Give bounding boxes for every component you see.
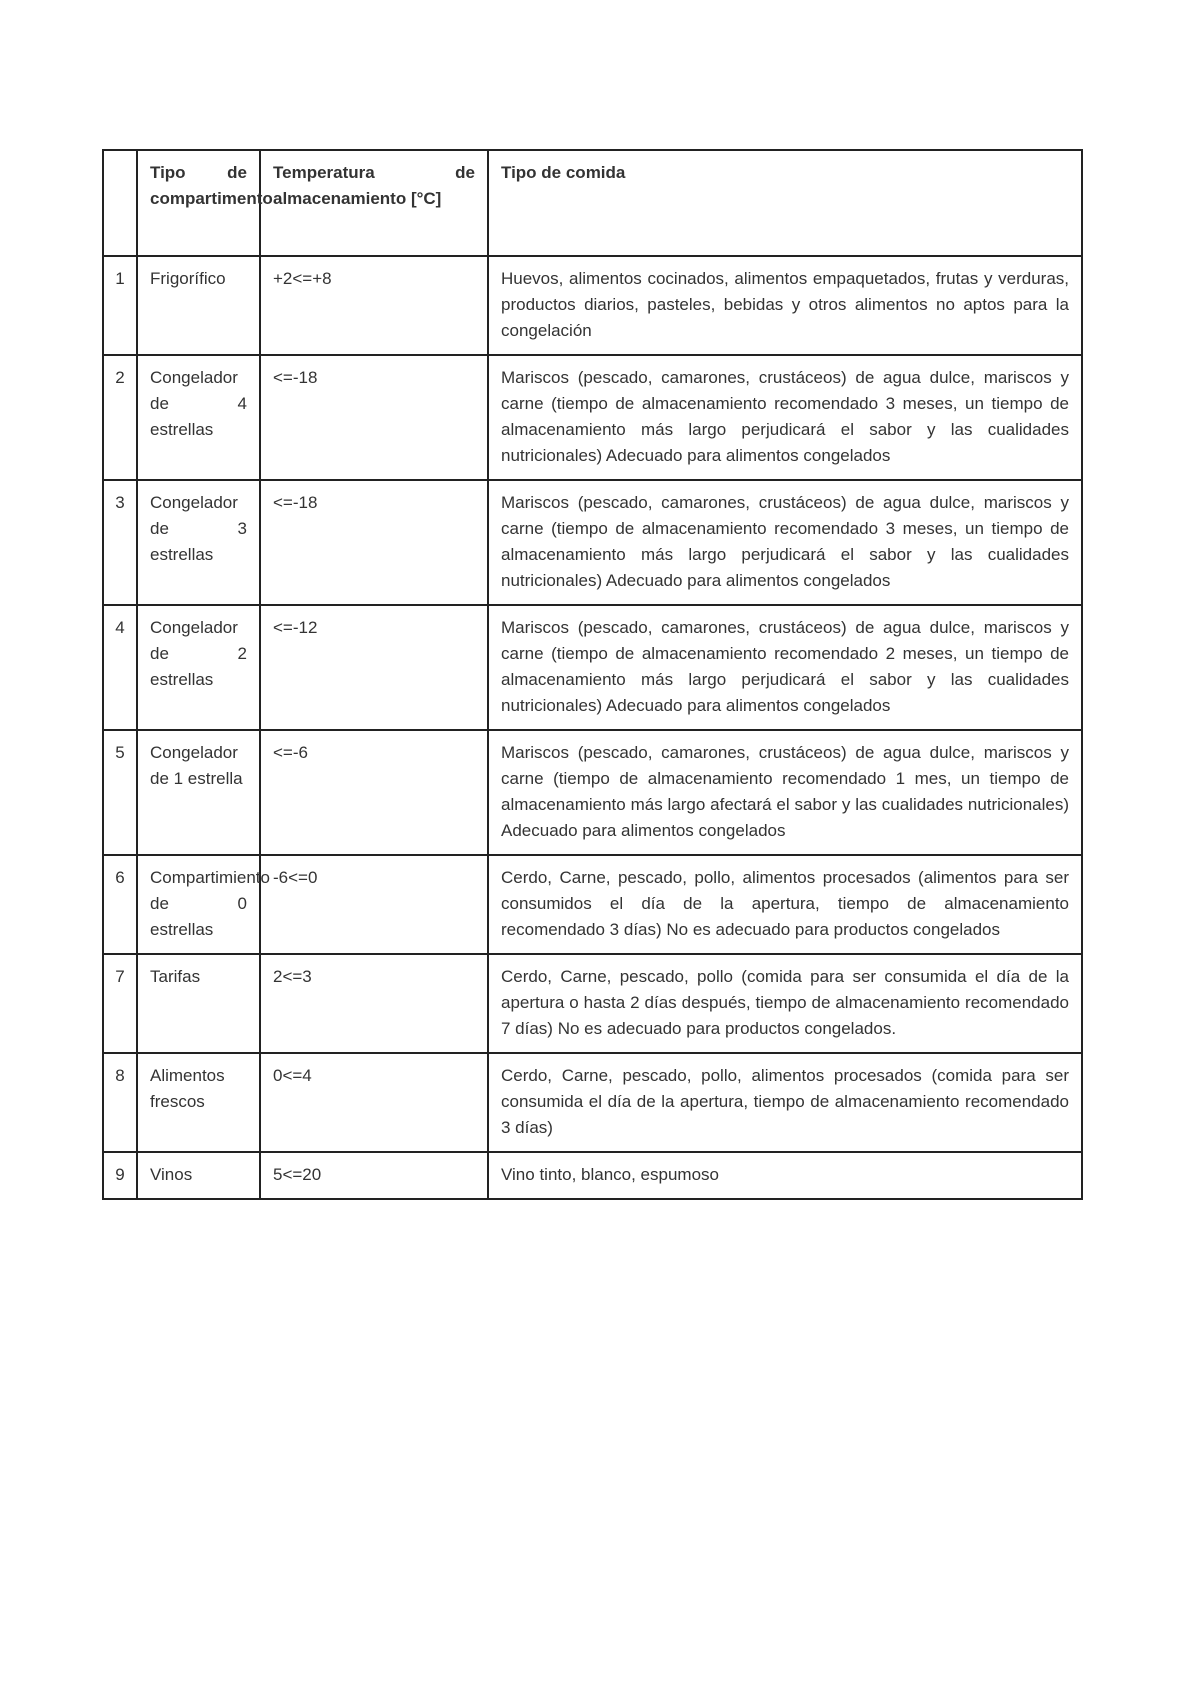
storage-table (102, 149, 1083, 1200)
table-row (103, 605, 1082, 730)
temperature-cell: +2<=+8 (260, 256, 488, 355)
row-number: 4 (103, 605, 137, 730)
table-row (103, 855, 1082, 954)
row-number: 7 (103, 954, 137, 1053)
row-number: 1 (103, 256, 137, 355)
food-cell: Cerdo, Carne, pescado, pollo, alimentos procesados (alimentos para ser consumidos el día de la apertura, tiempo de almacenamiento recomendado 3 días) No es adecuado para productos congelados (488, 855, 1082, 954)
compartment-cell: Congelador de 1 estrella (137, 730, 260, 855)
row-number: 8 (103, 1053, 137, 1152)
table-row (103, 480, 1082, 605)
row-number: 6 (103, 855, 137, 954)
header-temperature: Temperatura de almacenamiento [°C] (260, 150, 488, 256)
table-row (103, 1053, 1082, 1152)
header-food: Tipo de comida (488, 150, 1082, 256)
temperature-cell: <=-12 (260, 605, 488, 730)
table-row (103, 1152, 1082, 1199)
temperature-cell: <=-6 (260, 730, 488, 855)
table-row (103, 355, 1082, 480)
food-cell: Mariscos (pescado, camarones, crustáceos) de agua dulce, mariscos y carne (tiempo de almacenamiento recomendado 3 meses, un tiempo de almacenamiento más largo perjudicará el sabor y las cualidades nutricionales) Adecuado para alimentos congelados (488, 480, 1082, 605)
header-number (103, 150, 137, 256)
temperature-cell: <=-18 (260, 480, 488, 605)
food-cell: Vino tinto, blanco, espumoso (488, 1152, 1082, 1199)
temperature-cell: <=-18 (260, 355, 488, 480)
food-cell: Cerdo, Carne, pescado, pollo, alimentos procesados (comida para ser consumida el día de la apertura, tiempo de almacenamiento recomendado 3 días) (488, 1053, 1082, 1152)
temperature-cell: 5<=20 (260, 1152, 488, 1199)
temperature-cell: -6<=0 (260, 855, 488, 954)
compartment-cell: Congelador de 4 estrellas (137, 355, 260, 480)
food-cell: Cerdo, Carne, pescado, pollo (comida para ser consumida el día de la apertura o hasta 2 días después, tiempo de almacenamiento recomendado 7 días) No es adecuado para productos congelados. (488, 954, 1082, 1053)
table-row (103, 730, 1082, 855)
compartment-cell: Vinos (137, 1152, 260, 1199)
temperature-cell: 2<=3 (260, 954, 488, 1053)
row-number: 3 (103, 480, 137, 605)
compartment-cell: Congelador de 2 estrellas (137, 605, 260, 730)
row-number: 5 (103, 730, 137, 855)
table-row (103, 256, 1082, 355)
food-cell: Mariscos (pescado, camarones, crustáceos) de agua dulce, mariscos y carne (tiempo de almacenamiento recomendado 3 meses, un tiempo de almacenamiento más largo perjudicará el sabor y las cualidades nutricionales) Adecuado para alimentos congelados (488, 355, 1082, 480)
compartment-cell: Compartimiento de 0 estrellas (137, 855, 260, 954)
temperature-cell: 0<=4 (260, 1053, 488, 1152)
compartment-cell: Alimentos frescos (137, 1053, 260, 1152)
table-header-row (103, 150, 1082, 256)
row-number: 2 (103, 355, 137, 480)
food-cell: Mariscos (pescado, camarones, crustáceos) de agua dulce, mariscos y carne (tiempo de almacenamiento recomendado 1 mes, un tiempo de almacenamiento más largo afectará el sabor y las cualidades nutricionales) Adecuado para alimentos congelados (488, 730, 1082, 855)
compartment-cell: Frigorífico (137, 256, 260, 355)
compartment-cell: Tarifas (137, 954, 260, 1053)
food-cell: Huevos, alimentos cocinados, alimentos empaquetados, frutas y verduras, productos diarios, pasteles, bebidas y otros alimentos no aptos para la congelación (488, 256, 1082, 355)
compartment-cell: Congelador de 3 estrellas (137, 480, 260, 605)
header-compartment: Tipo de compartimento (137, 150, 260, 256)
food-cell: Mariscos (pescado, camarones, crustáceos) de agua dulce, mariscos y carne (tiempo de almacenamiento recomendado 2 meses, un tiempo de almacenamiento más largo perjudicará el sabor y las cualidades nutricionales) Adecuado para alimentos congelados (488, 605, 1082, 730)
row-number: 9 (103, 1152, 137, 1199)
table-row (103, 954, 1082, 1053)
